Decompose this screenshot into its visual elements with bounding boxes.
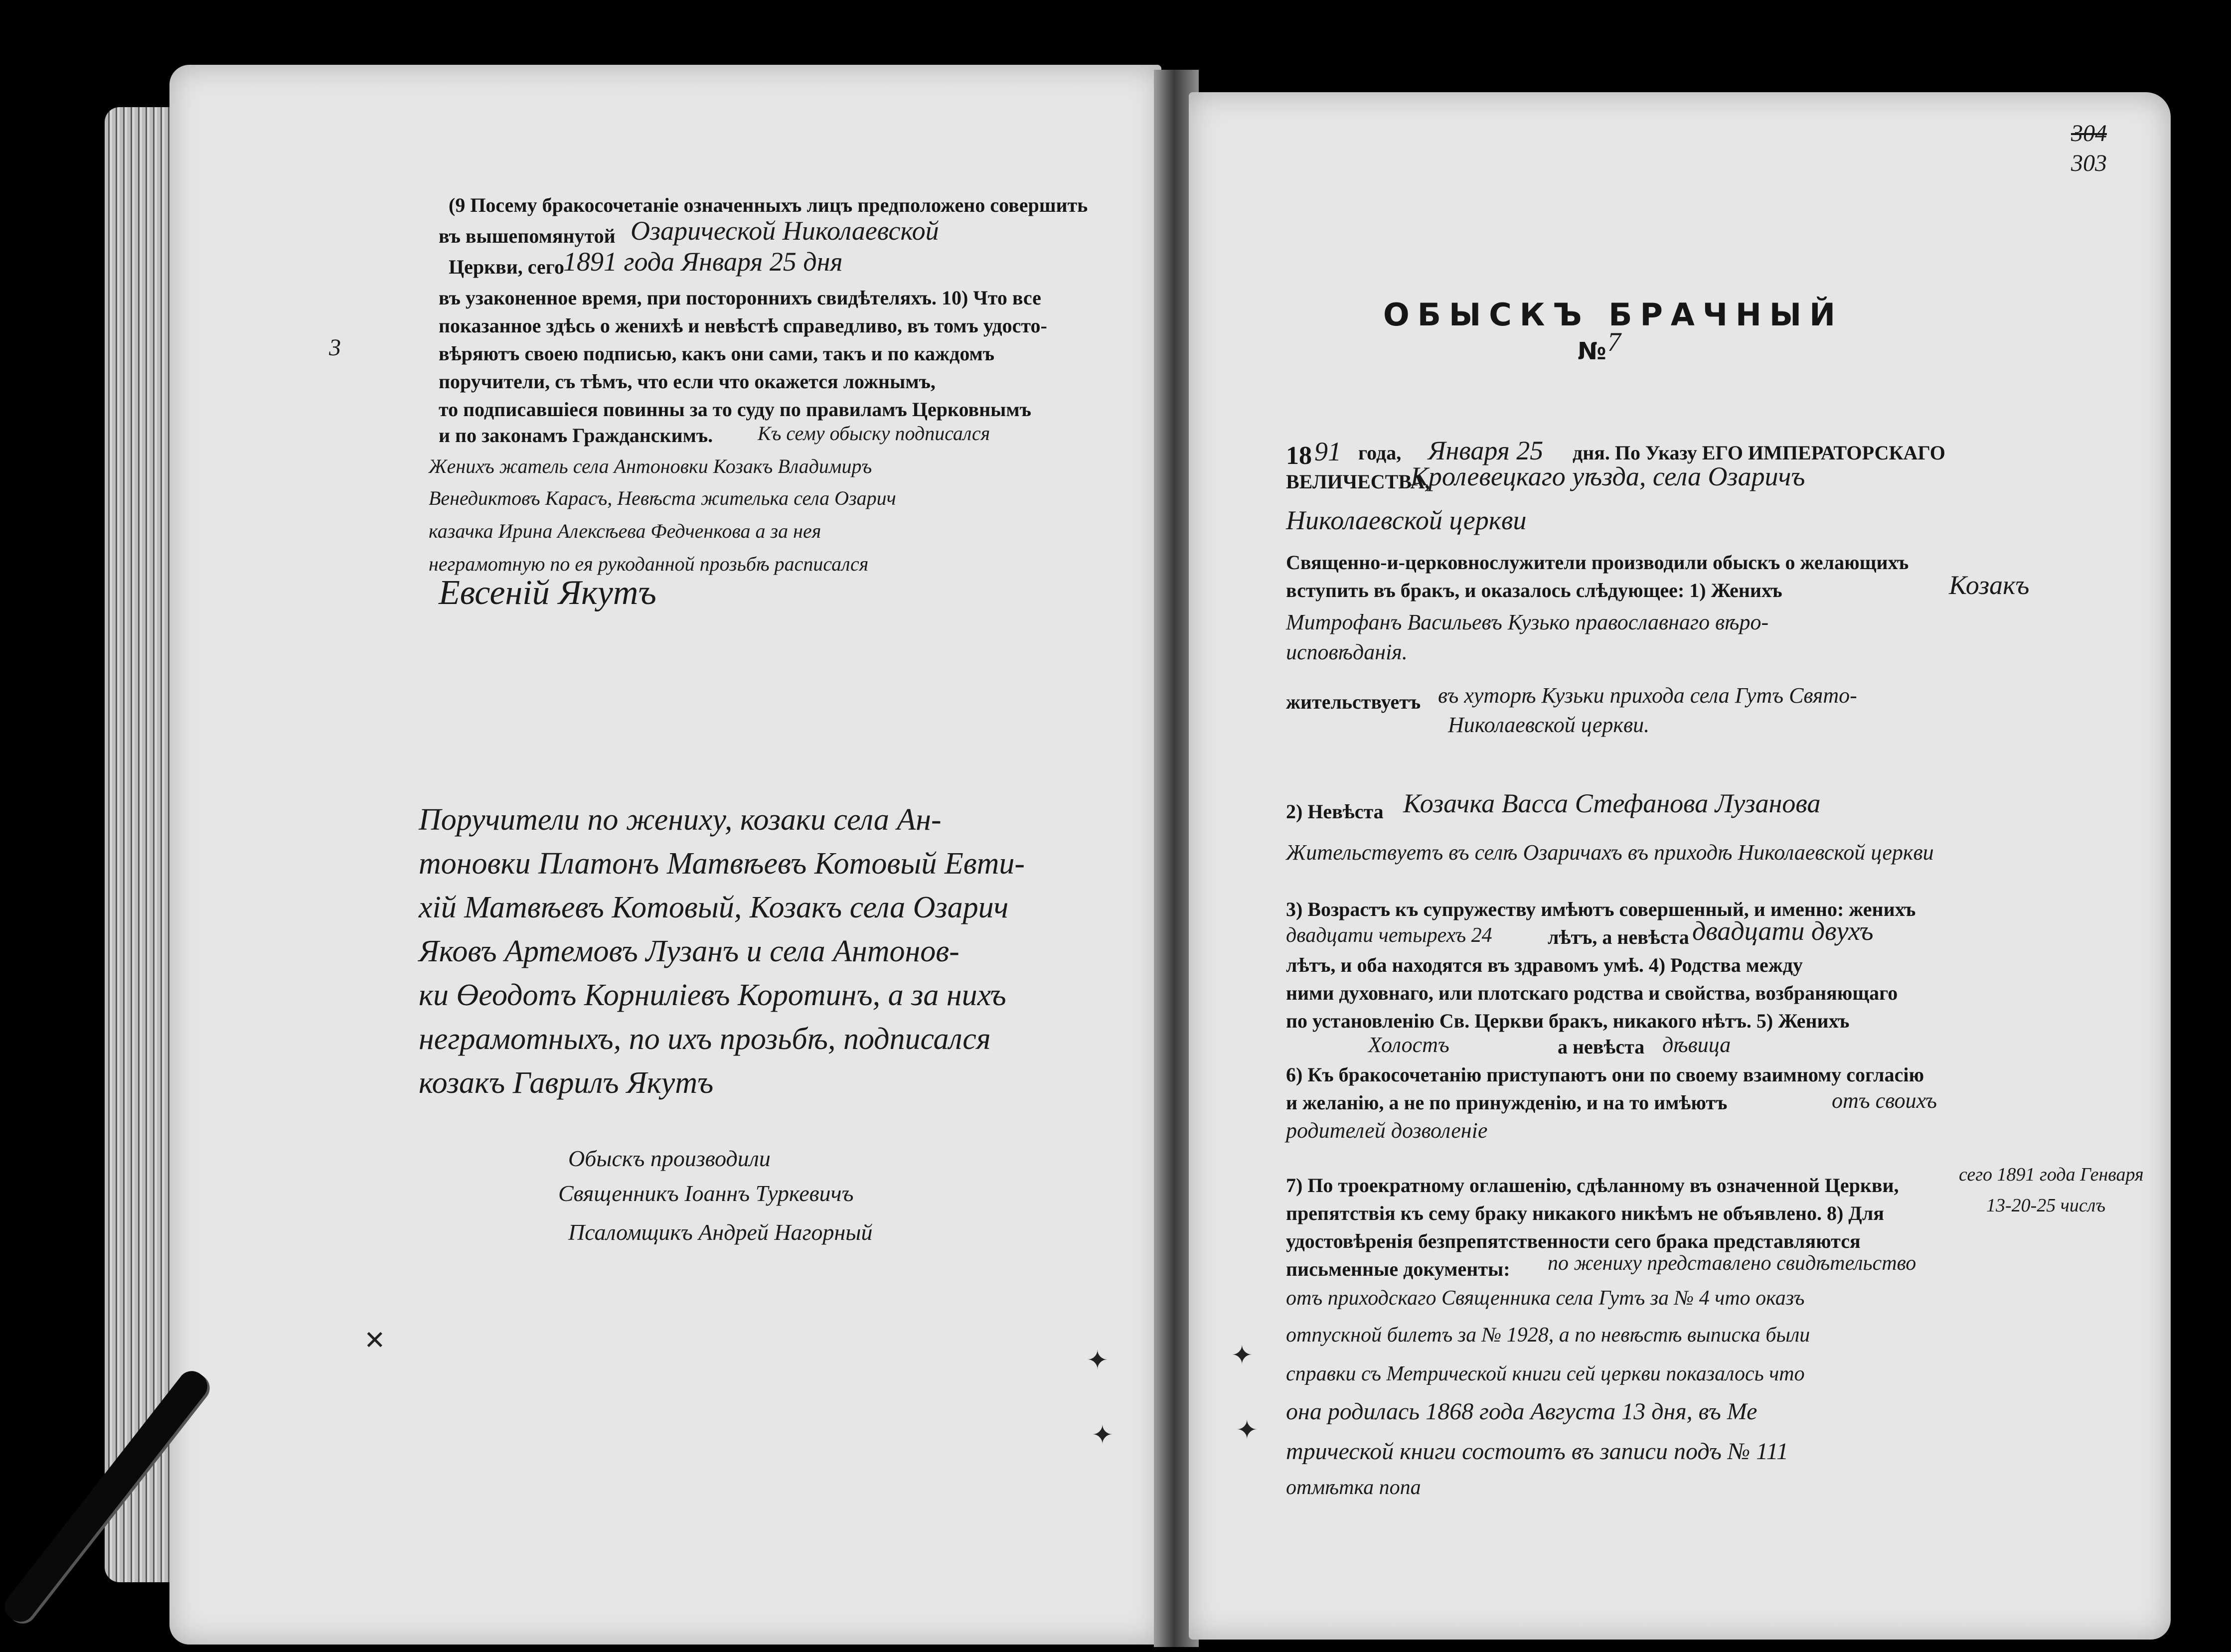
year-prefix: 18 — [1286, 442, 1312, 470]
conducted-by-line: Священникъ Іоаннъ Туркевичъ — [558, 1181, 854, 1206]
month-day-handwritten: Января 25 — [1428, 436, 1544, 465]
documents-handwritten: трической книги состоитъ въ записи подъ № 111 — [1286, 1438, 1789, 1465]
printed-line: поручители, съ тѣмъ, что если что окажется ложнымъ, — [439, 370, 936, 393]
printed-text: ВЕЛИЧЕСТВА, — [1286, 470, 1430, 493]
conducted-by-line: Псаломщикъ Андрей Нагорный — [568, 1219, 873, 1245]
right-page — [1189, 92, 2171, 1640]
groom-handwritten: исповѣданія. — [1286, 640, 1408, 664]
year-handwritten: 91 — [1314, 437, 1341, 466]
printed-text: лѣтъ, и оба находятся въ здравомъ умѣ. 4) Родства между — [1286, 954, 1803, 976]
ink-scribble-icon: ✦ — [1087, 1346, 1109, 1375]
record-number-label: № — [1578, 337, 1607, 365]
printed-line: въ вышепомянутой — [439, 225, 616, 247]
printed-line: вѣряютъ своею подписью, какъ они сами, такъ и по каждомъ — [439, 342, 995, 365]
printed-text: по установленію Св. Церкви бракъ, никакого нѣтъ. 5) Женихъ — [1286, 1010, 1850, 1032]
printed-text: удостовѣренія безпрепятственности сего брака представляются — [1286, 1230, 1861, 1252]
handwritten-date: 1891 года Января 25 дня — [563, 247, 843, 277]
record-number: 7 — [1607, 327, 1621, 357]
printed-text: 7) По троекратному оглашенію, сдѣланному въ означенной Церкви, — [1286, 1174, 1899, 1197]
printed-text: и желанію, а не по принужденію, и на то имѣютъ — [1286, 1091, 1728, 1114]
printed-line: показанное здѣсь о женихѣ и невѣстѣ справедливо, въ томъ удосто- — [439, 314, 1047, 337]
book-page-edges — [105, 107, 174, 1582]
printed-text: препятствія къ сему браку никакого никѣмъ не объявлено. 8) Для — [1286, 1202, 1884, 1224]
printed-text: года, — [1358, 442, 1402, 464]
documents-handwritten: она родилась 1868 года Августа 13 дня, въ Ме — [1286, 1398, 1757, 1425]
bride-status-handwritten: дѣвица — [1662, 1033, 1731, 1057]
printed-text: 6) Къ бракосочетанію приступаютъ они по своему взаимному согласію — [1286, 1063, 1924, 1086]
church-handwritten: Николаевской церкви — [1286, 505, 1527, 535]
bride-age-handwritten: двадцати двухъ — [1692, 916, 1874, 946]
groom-age-handwritten: двадцати четырехъ 24 — [1286, 924, 1492, 947]
guarantor-line: хій Матвѣевъ Котовый, Козакъ села Озарич — [419, 891, 1009, 924]
handwritten-note-line: Венедиктовъ Карасъ, Невѣста жителька села Озарич — [429, 487, 896, 509]
printed-text: ними духовнаго, или плотскаго родства и свойства, возбраняющаго — [1286, 982, 1898, 1004]
banns-handwritten: сего 1891 года Генваря — [1959, 1164, 2144, 1185]
printed-line: и по законамъ Гражданскимъ. — [439, 424, 713, 447]
conducted-by-line: Обыскъ производили — [568, 1146, 771, 1171]
margin-note: 3 — [329, 334, 341, 361]
ink-scribble-icon: ✦ — [1231, 1341, 1253, 1370]
district-village-handwritten: Кролевецкаго уѣзда, села Озаричъ — [1411, 461, 1805, 491]
ink-scribble-icon: ✦ — [1236, 1415, 1258, 1445]
guarantor-line: козакъ Гаврилъ Якутъ — [419, 1066, 714, 1100]
groom-residence-handwritten: въ хуторѣ Кузьки прихода села Гутъ Свято- — [1438, 683, 1857, 708]
bride-handwritten: Козачка Васса Стефанова Лузанова — [1403, 788, 1821, 818]
printed-text: Священно-и-церковнослужители производили обыскъ о желающихъ — [1286, 551, 1909, 574]
printed-text: письменные документы: — [1286, 1258, 1510, 1280]
documents-handwritten: отмѣтка попа — [1286, 1476, 1421, 1499]
consent-handwritten: родителей дозволеніе — [1286, 1118, 1488, 1143]
handwritten-note-line: неграмотную по ея рукоданной прозьбѣ расписался — [429, 553, 869, 575]
handwritten-note-line: казачка Ирина Алексѣева Федченкова а за нея — [429, 520, 821, 542]
printed-text: дня. По Указу ЕГО ИМПЕРАТОРСКАГО — [1573, 442, 1945, 464]
printed-label: жительствуетъ — [1286, 691, 1421, 713]
bride-residence-handwritten: Жительствуетъ въ селѣ Озаричахъ въ приходѣ Николаевской церкви — [1286, 840, 1934, 865]
page-number-crossed: 304 — [2071, 120, 2107, 147]
groom-residence-handwritten: Николаевской церкви. — [1448, 713, 1650, 737]
documents-handwritten: отпускной билетъ за № 1928, а по невѣстѣ выписка были — [1286, 1324, 1810, 1347]
consent-handwritten: отъ своихъ — [1832, 1088, 1937, 1113]
handwritten-church-name: Озарической Николаевской — [631, 216, 939, 246]
printed-text: 3) Возрастъ къ супружеству имѣютъ совершенный, и именно: женихъ — [1286, 898, 1916, 920]
printed-label: 2) Невѣста — [1286, 800, 1384, 823]
guarantor-line: тоновки Платонъ Матвѣевъ Котовый Евти- — [419, 847, 1025, 881]
printed-line: то подписавшіеся повинны за то суду по правиламъ Церковнымъ — [439, 398, 1031, 421]
groom-handwritten: Козакъ — [1949, 570, 2030, 600]
documents-handwritten: по жениху представлено свидѣтельство — [1548, 1252, 1916, 1275]
printed-line: въ узаконенное время, при постороннихъ свидѣтеляхъ. 10) Что все — [439, 287, 1041, 309]
guarantor-line: ки Өеодотъ Корниліевъ Коротинъ, а за нихъ — [419, 978, 1006, 1012]
documents-handwritten: отъ приходскаго Священника села Гутъ за № 4 что оказъ — [1286, 1287, 1805, 1310]
signature: Евсеній Якутъ — [439, 574, 656, 612]
guarantor-line: неграмотныхъ, по ихъ прозьбѣ, подписался — [419, 1022, 991, 1056]
banns-handwritten: 13-20-25 числъ — [1986, 1195, 2106, 1216]
printed-text: вступить въ бракъ, и оказалось слѣдующее: 1) Женихъ — [1286, 579, 1782, 601]
guarantor-line: Поручители по жениху, козаки села Ан- — [419, 803, 942, 837]
printed-line: (9 Посему бракосочетаніе означенныхъ лицъ предположено совершить — [449, 194, 1088, 216]
ink-scribble-icon: ✦ — [1092, 1420, 1114, 1450]
printed-text: лѣтъ, а невѣста — [1548, 926, 1689, 948]
documents-handwritten: справки съ Метрической книги сей церкви показалось что — [1286, 1362, 1805, 1385]
page-number: 303 — [2071, 150, 2107, 176]
handwritten-note-line: Женихъ жатель села Антоновки Козакъ Владимиръ — [429, 455, 872, 477]
page-title: ОБЫСКЪ БРАЧНЫЙ — [1383, 297, 1844, 333]
groom-handwritten: Митрофанъ Васильевъ Кузько православнаго вѣро- — [1286, 610, 1769, 634]
printed-line: Церкви, сего — [449, 256, 564, 278]
printed-text: а невѣста — [1558, 1036, 1645, 1058]
handwritten-note-line: Къ сему обыску подписался — [758, 422, 990, 445]
ink-scribble-icon: ✕ — [364, 1326, 386, 1355]
groom-status-handwritten: Холостъ — [1368, 1033, 1449, 1057]
guarantor-line: Яковъ Артемовъ Лузанъ и села Антонов- — [419, 934, 959, 968]
left-page — [169, 65, 1161, 1645]
